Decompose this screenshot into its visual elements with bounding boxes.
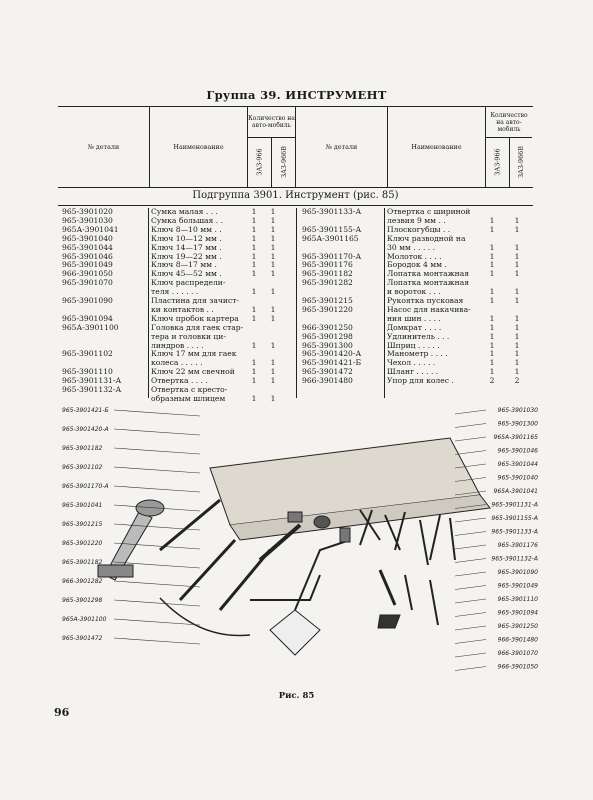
qty-966b: 1 [270,207,276,216]
callout-label: 965-3901132-А [491,555,538,563]
callout-label: 965-3901472 [62,635,103,642]
header-model-a-2: ЗАЗ-966 [486,137,510,187]
part-name: Лопатка монтажная [387,278,470,288]
leader-line [114,448,200,454]
subgroup-title: Подгруппа 3901. Инструмент (рис. 85) [58,190,533,206]
callout-label: 965-3901090 [497,569,538,576]
callout-label: 966-3901070 [497,650,538,657]
part-name: Насос для накачива- [387,304,471,314]
header-model-b-2: ЗАЗ-966В [517,146,526,178]
callout-label: 965-3901046 [497,447,538,455]
part-name: теля . . . . . . [151,287,199,297]
qty-966: 1 [489,224,495,234]
qty-966: 1 [251,358,257,368]
part-name: и вороток . . . [387,287,441,297]
part-number: 965-3901472 [302,367,353,377]
callout-label: 965-3901250 [497,623,538,630]
qty-966: 1 [251,376,257,386]
header-model-a: ЗАЗ-966 [248,137,272,187]
qty-966: 1 [251,242,257,252]
callout-label: 965-3901170-А [62,483,109,490]
qty-966: 1 [251,313,257,323]
callout-label: 965-3901040 [497,474,538,482]
qty-966b: 1 [514,331,520,341]
leader-line [455,667,486,671]
qty-966: 2 [489,376,495,386]
part-name: ки контактов . . [151,304,214,314]
part-name: колеса . . . . . [151,358,203,368]
qty-966b: 1 [270,215,276,225]
callout-label: 965А-3901165 [493,434,538,441]
qty-966: 1 [251,233,257,243]
qty-966: 1 [251,215,257,225]
leader-line [114,410,200,416]
qty-966b: 1 [270,251,276,261]
qty-966: 1 [489,251,495,261]
part-number: 965-3901102 [62,349,113,359]
qty-966: 1 [251,207,257,216]
part-number: 965-3901132-А [62,385,122,394]
part-number: 965-3901155-А [302,224,362,234]
leader-line [455,640,486,644]
part-name: Сумка малая . . . [151,207,218,216]
header-qty: Количество на авто-мобиль [248,107,296,138]
part-number: 965А-3901100 [62,322,119,332]
part-number: 965-3901282 [302,278,353,288]
callout-label: 965-3901094 [497,609,538,617]
part-number: 965-3901046 [62,251,113,261]
qty-966b: 1 [514,242,520,252]
qty-966: 1 [251,269,257,279]
qty-966: 1 [489,269,495,279]
part-name: Ключ 8—10 мм . . [151,224,222,234]
part-number: 966-3901480 [302,376,353,386]
leader-line [455,653,486,657]
qty-966: 1 [489,260,495,270]
qty-966b: 1 [514,322,520,332]
part-name: Пластина для зачист- [151,296,239,305]
part-name: линдров . . . . [151,340,204,350]
qty-966b: 1 [270,367,276,377]
callout-label: 965-3901133-А [491,528,538,536]
qty-966: 1 [489,215,495,225]
qty-966b: 1 [514,215,520,225]
part-name: лезвия 9 мм . . [387,215,446,225]
qty-966b: 1 [514,224,520,234]
part-name: Манометр . . . . [387,349,448,359]
part-number: 965-3901044 [62,242,113,252]
qty-966b: 1 [514,340,520,350]
qty-966b: 1 [270,242,276,252]
leader-line [455,437,486,441]
qty-966b: 1 [514,269,520,279]
qty-966: 1 [489,340,495,350]
part-name: Ключ 17 мм для гаек [151,349,237,359]
qty-966: 1 [251,224,257,234]
part-name: Рукоятка пусковая [387,296,464,305]
callout-label: 965-3901155-А [491,515,538,522]
callout-label: 966-3901282 [62,578,103,585]
qty-966b: 1 [270,233,276,243]
part-name: Ключ разводной на [387,233,466,243]
divider [296,208,297,398]
qty-966: 1 [489,242,495,252]
part-number: 965-3901020 [62,207,113,216]
leader-line [114,638,200,644]
qty-966: 1 [489,313,495,323]
qty-966b: 1 [270,358,276,368]
qty-966b: 1 [270,340,276,350]
leader-line [455,532,486,536]
leader-line [455,451,486,455]
qty-966: 1 [251,393,257,403]
qty-966b: 1 [514,358,520,368]
part-name: Бородок 4 мм . [387,260,447,270]
part-name: 30 мм . . . . . [387,242,436,252]
part-name: Головка для гаек стар- [151,322,244,332]
leader-line [455,559,486,563]
leader-line [114,467,200,473]
part-name: тера и головки ци- [151,331,226,341]
part-name: Ключ 22 мм свечной [151,367,235,377]
part-name: Чехол . . . . . [387,358,436,368]
part-number: 966-3901050 [62,269,113,279]
qty-966b: 2 [514,376,520,386]
part-number: 965-3901030 [62,215,113,225]
jack-base [270,610,320,655]
qty-966: 1 [489,296,495,305]
part-name: Шприц . . . . . [387,340,440,350]
part-number: 965-3901170-А [302,251,362,261]
part-name: Отвертка с шириной [387,207,471,216]
qty-966b: 1 [514,287,520,297]
part-number: 965-3901176 [302,260,353,270]
qty-966b: 1 [270,260,276,270]
leader-line [455,572,486,576]
header-model-b: ЗАЗ-966В [272,137,296,187]
callout-label: 965-3901030 [497,407,538,414]
tools-illustration [60,400,540,685]
leader-line [455,410,486,414]
part-number: 965А-3901165 [302,233,359,243]
callout-label: 965-3901420-А [62,426,109,433]
part-name: образным шлицем [151,393,226,403]
divider [148,208,149,398]
callout-label: 965-3901044 [497,461,538,468]
qty-966b: 1 [270,304,276,314]
qty-966: 1 [489,367,495,377]
part-number: 965-3901421-Б [302,358,362,368]
qty-966: 1 [251,304,257,314]
callout-label: 965-3901220 [62,540,103,547]
callout-label: 965-3901421-Б [62,407,109,414]
page-number: 96 [54,706,70,719]
part-name: Ключ 8—17 мм . [151,260,217,270]
callout-label: 965-3901131-А [491,501,538,509]
part-number: 965-3901070 [62,278,113,288]
part-name: Ключ 45—52 мм . [151,269,222,279]
qty-966: 1 [489,322,495,332]
part-name: Отвертка с кресто- [151,385,228,394]
header-qty-2: Количество на авто-мобиль [486,107,532,138]
qty-966: 1 [251,367,257,377]
part-number: 965-3901298 [302,331,353,341]
part-name: Удлинитель . . . [387,331,450,341]
leader-line [455,424,486,428]
part-name: Ключ пробок картера [151,313,239,323]
callout-label: 965-3901300 [497,420,538,428]
part-number: 965-3901049 [62,260,113,270]
qty-966b: 1 [514,296,520,305]
figure-caption: Рис. 85 [278,691,315,701]
qty-966b: 1 [270,313,276,323]
qty-966: 1 [489,358,495,368]
qty-966b: 1 [514,260,520,270]
qty-966: 1 [251,260,257,270]
part-number: 966-3901250 [302,322,353,332]
callout-label: 965-3901049 [497,582,538,590]
leader-line [455,518,486,522]
callout-label: 965-3901215 [62,521,103,528]
leader-line [114,429,200,435]
header-part-no: № детали [58,107,150,187]
part-number: 965-3901131-А [62,376,122,386]
part-number: 965-3901110 [62,367,113,377]
part-number: 965-3901215 [302,296,353,305]
callout-label: 965А-3901041 [493,488,538,495]
header-name-2: Наименование [388,107,486,187]
callout-label: 965-3901110 [497,596,538,603]
part-name: Ключ 19—22 мм . [151,251,222,261]
part-number: 965-3901094 [62,313,113,323]
qty-966b: 1 [270,393,276,403]
part-name: Шланг . . . . . [387,367,439,377]
qty-966b: 1 [270,287,276,297]
part-number: 965-3901220 [302,304,353,314]
header-part-no-2: № детали [296,107,388,187]
qty-966: 1 [251,340,257,350]
callout-label: 966-3901050 [497,663,538,671]
qty-966b: 1 [514,313,520,323]
callout-label: 965-3901102 [62,464,103,471]
callout-label: 965-3901182 [62,559,103,566]
leader-line [114,486,200,492]
part-name: Ключ 10—12 мм . [151,233,222,243]
page-title: Группа 39. ИНСТРУМЕНТ [206,88,387,102]
part-name: Сумка большая . . [151,215,224,225]
callout-label: 965-3901041 [62,502,103,509]
parts-table-header [58,106,533,188]
qty-966b: 1 [270,224,276,234]
leader-line [114,600,200,606]
part-number: 965-3901300 [302,340,353,350]
part-number: 965-3901040 [62,233,113,243]
qty-966: 1 [489,287,495,297]
callout-label: 965-3901298 [62,597,103,604]
qty-966b: 1 [514,367,520,377]
leader-line [455,626,486,630]
leader-line [455,586,486,590]
part-number: 965А-3901041 [62,224,119,234]
leader-line [114,581,200,587]
qty-966: 1 [251,251,257,261]
callout-label: 965А-3901100 [62,616,107,623]
part-number: 965-3901090 [62,296,113,305]
header-name: Наименование [150,107,248,187]
leader-line [455,613,486,617]
qty-966: 1 [489,349,495,359]
leader-line [455,599,486,603]
part-name: Лопатка монтажная [387,269,470,279]
part-name: Домкрат . . . . [387,322,442,332]
qty-966b: 1 [514,349,520,359]
part-name: Ключ распредели- [151,278,226,288]
qty-966b: 1 [270,269,276,279]
callout-label: 965-3901182 [62,445,103,452]
part-name: Отвертка . . . . [151,376,208,386]
part-name: Плоскогубцы . . [387,224,451,234]
part-name: Молоток . . . . [387,251,442,261]
qty-966: 1 [489,331,495,341]
part-number: 965-3901420-А [302,349,362,359]
qty-966b: 1 [270,376,276,386]
part-name: ния шин . . . . [387,313,441,323]
part-number: 965-3901182 [302,269,353,279]
qty-966: 1 [251,287,257,297]
leader-line [455,545,486,549]
callout-label: 965-3901176 [497,542,538,549]
part-name: Ключ 14—17 мм . [151,242,222,252]
part-name: Упор для колес . [387,376,454,386]
qty-966b: 1 [514,251,520,261]
part-number: 965-3901133-А [302,207,362,216]
callout-label: 966-3901480 [497,636,538,644]
